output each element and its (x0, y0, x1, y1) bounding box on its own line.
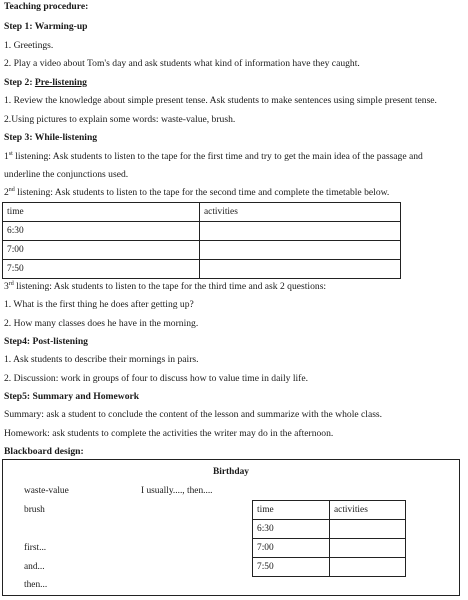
third-listening (4, 281, 326, 293)
ordinal-number: 1 (4, 151, 9, 162)
ordinal-suffix: nd (8, 186, 15, 193)
board-timetable (252, 500, 406, 577)
second-listening (4, 187, 389, 199)
table-cell-time: 7:50 (3, 260, 200, 279)
table-cell-activity (200, 241, 401, 260)
table-cell-activity (330, 539, 406, 558)
ordinal-suffix: rd (8, 280, 14, 287)
board-word-and: and... (24, 562, 45, 572)
table-row (253, 539, 406, 558)
step1-title: Step 1: Warming-up (4, 21, 88, 32)
table-header-time: time (253, 501, 330, 520)
board-word-first: first... (24, 543, 47, 553)
ordinal-number: 2 (4, 187, 9, 198)
step1-item-2: 2. Play a video about Tom's day and ask students what kind of information have they caught. (4, 58, 360, 69)
table-cell-activity (200, 222, 401, 241)
board-word-brush: brush (24, 505, 45, 515)
step4-item-1: 1. Ask students to describe their mornings in pairs. (4, 354, 199, 365)
first-listening-cont: underline the conjunctions used. (4, 169, 129, 180)
table-header-time: time (3, 203, 200, 222)
third-listening-text: listening: Ask students to listen to the tape for the third time and ask 2 questions: (13, 281, 327, 292)
step2-title (4, 77, 87, 89)
table-row (3, 222, 401, 241)
table-row (3, 260, 401, 279)
question-2: 2. How many classes does he have in the morning. (4, 318, 199, 329)
step3-title: Step 3: While-listening (4, 132, 98, 143)
second-listening-text: listening: Ask students to listen to the tape for the second time and complete the timetable below. (14, 187, 390, 198)
step1-item-1: 1. Greetings. (4, 40, 54, 51)
table-row (3, 203, 401, 222)
ordinal-number: 3 (4, 281, 9, 292)
first-listening (4, 151, 423, 163)
blackboard-design-title: Blackboard design: (4, 446, 84, 457)
board-word-waste-value: waste-value (24, 486, 69, 496)
timetable (2, 202, 401, 279)
board-title: Birthday (213, 467, 249, 477)
table-cell-time: 6:30 (3, 222, 200, 241)
step4-item-2: 2. Discussion: work in groups of four to discuss how to value time in daily life. (4, 373, 309, 384)
step2-title-prefix: Step 2: (4, 77, 35, 88)
table-cell-activity (330, 558, 406, 577)
summary-text: Summary: ask a student to conclude the content of the lesson and summarize with the whole class. (4, 409, 383, 420)
table-row (3, 241, 401, 260)
table-header-activities: activities (200, 203, 401, 222)
table-cell-activity (330, 520, 406, 539)
table-row (253, 520, 406, 539)
step2-item-2: 2.Using pictures to explain some words: waste-value, brush. (4, 114, 236, 125)
board-word-then: then... (24, 580, 48, 590)
table-cell-time: 7:50 (253, 558, 330, 577)
table-header-activities: activities (330, 501, 406, 520)
step5-title: Step5: Summary and Homework (4, 391, 140, 402)
step2-item-1: 1. Review the knowledge about simple present tense. Ask students to make sentences using simple present tense. (4, 95, 437, 106)
teaching-procedure-heading: Teaching procedure: (4, 1, 89, 12)
ordinal-suffix: st (8, 150, 13, 157)
table-cell-activity (200, 260, 401, 279)
homework-text: Homework: ask students to complete the activities the writer may do in the afternoon. (4, 428, 334, 439)
question-1: 1. What is the first thing he does after getting up? (4, 299, 194, 310)
board-sentence-pattern: I usually...., then.... (141, 486, 213, 496)
table-row (253, 501, 406, 520)
first-listening-text: listening: Ask students to listen to the tape for the first time and try to get the main idea of the passage and (12, 151, 423, 162)
step4-title: Step4: Post-listening (4, 336, 88, 347)
blackboard-box (2, 459, 460, 596)
table-cell-time: 7:00 (3, 241, 200, 260)
table-cell-time: 6:30 (253, 520, 330, 539)
step2-title-main: Pre-listening (34, 77, 87, 88)
table-cell-time: 7:00 (253, 539, 330, 558)
table-row (253, 558, 406, 577)
